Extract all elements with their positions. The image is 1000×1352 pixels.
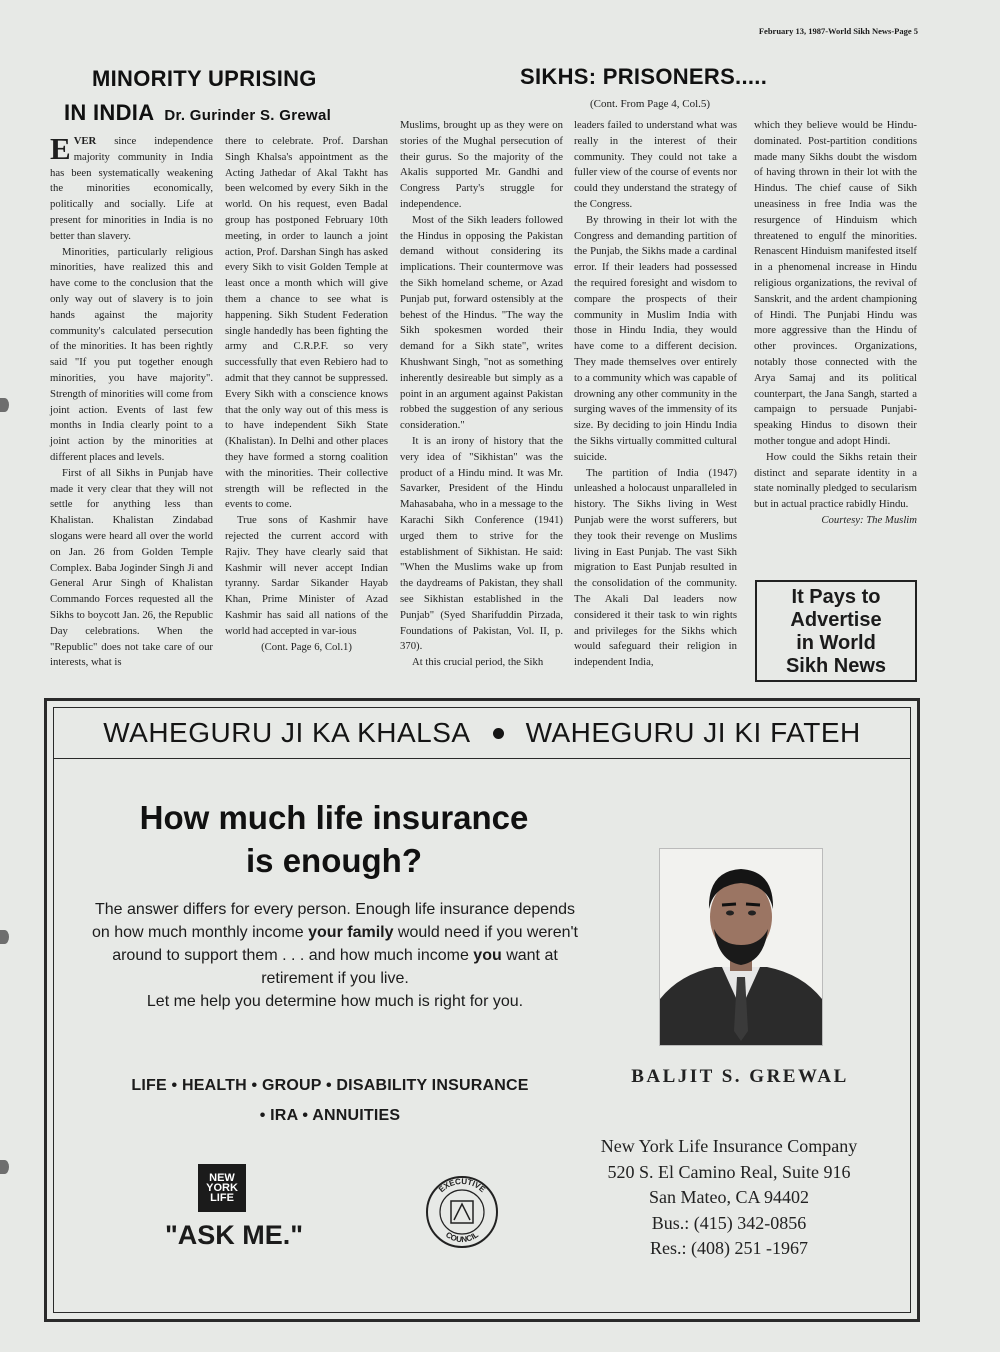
ad-body-emphasis: your family bbox=[308, 924, 394, 941]
byline: Dr. Gurinder S. Grewal bbox=[164, 107, 332, 124]
lead-paragraph bbox=[50, 131, 213, 245]
ad-headline-line1: How much life insurance bbox=[139, 799, 529, 836]
paragraph: True sons of Kashmir have rejected the current accord with Rajiv. They have clearly said that Kashmir will never accept Indian tyranny. Sardar Sikander Hayab Khan, Prime Minister of Azad Kashmir has said all nations of the world had accepted in var-ious bbox=[225, 514, 388, 637]
ad-product-list bbox=[90, 1071, 570, 1131]
article-column-5 bbox=[754, 118, 917, 529]
ad-body-emphasis: you bbox=[473, 947, 502, 964]
business-phone: Bus.: (415) 342-0856 bbox=[651, 1212, 807, 1233]
promo-line: Advertise bbox=[790, 609, 882, 631]
promo-line: It Pays to bbox=[791, 586, 881, 608]
banner-right: WAHEGURU JI KI FATEH bbox=[525, 717, 861, 748]
ad-body-text: want at retirement if you live. bbox=[261, 947, 558, 987]
paragraph: Muslims, brought up as they were on stories of the Mughal persecution of their gurus. So the majority of the Akalis supported Mr. Gandhi and Congress Party's struggle for independence. bbox=[400, 119, 563, 210]
bullet-icon bbox=[493, 728, 504, 739]
paragraph: there to celebrate. Prof. Darshan Singh Khalsa's appointment as the Acting Jathedar of Akal Takht has been welcomed by every Sikh in the world. On his request, even Badal group has postponed February 10th meeting, in order to launch a joint action, Prof. Darshan Singh has asked every Sikh to visit Golden Temple at least once a month which will give them a chance to see what is happening. Sikh Student Federation single handedly has been fighting the army and C.R.P.F. so very successfully that even Rebiero had to admit that they cannot be suppressed. Every Sikh with a conscience knows that the only way out of this mess is to have independent Sikh State (Khalistan). In Delhi and other places they have formed a storng coalition with the minorities. Their collective strength will be reflected in the events to come. bbox=[225, 135, 388, 511]
logo-line: LIFE bbox=[210, 1192, 234, 1204]
article-column-4 bbox=[574, 118, 737, 671]
ad-body-text: would need if you weren't around to support them . . . and how much income bbox=[112, 924, 578, 964]
ad-inner-frame bbox=[53, 707, 911, 1313]
punch-hole bbox=[0, 398, 9, 412]
article-column-1 bbox=[50, 131, 213, 671]
continued-from-note: (Cont. From Page 4, Col.5) bbox=[590, 98, 711, 110]
company-address: 520 S. El Camino Real, Suite 916 bbox=[607, 1161, 851, 1182]
banner-left: WAHEGURU JI KA KHALSA bbox=[103, 717, 471, 748]
agent-portrait-photo bbox=[659, 848, 823, 1046]
ad-slogan: "ASK ME." bbox=[164, 1220, 304, 1250]
punch-hole bbox=[0, 930, 9, 944]
insurance-advertisement bbox=[44, 698, 920, 1322]
paragraph: By throwing in their lot with the Congress and demanding partition of the Punjab, the Sikhs made a cardinal error. If their leaders had possessed the required foresight and wisdom to compare the prospects of their community in Muslim India with those in Hindu India, they would have come to a different decision. They made themselves over entirely to a community which was capable of drowning any other community in the surging waves of the immensity of its size. By deciding to join Hindu India the Sikhs virtually committed cultural suicide. bbox=[574, 213, 737, 463]
paragraph: First of all Sikhs in Punjab have made it very clear that they will not settle for anything less than Khalistan. Khalistan Zindabad slogans were heard all over the world on Jan. 26 from Golden Temple Complex. Baba Joginder Singh Ji and General Arur Singh of Khalistan Commando Forces requested all the Sikhs to boycott Jan. 26, the Republic Day celebrations. When the "Republic" does not take care of our interests, what is bbox=[50, 466, 213, 669]
paragraph: How could the Sikhs retain their distinct and separate identity in a state nominally pledged to secularism but in actual practice rabidly Hindu. bbox=[754, 450, 917, 511]
article-title-line2-text: IN INDIA bbox=[64, 100, 155, 125]
article-column-2 bbox=[225, 134, 388, 655]
ad-body-help: Let me help you determine how much is right for you. bbox=[146, 993, 524, 1010]
article-title: SIKHS: PRISONERS..... bbox=[520, 64, 768, 89]
executive-council-seal-icon bbox=[424, 1174, 500, 1250]
drop-cap: E bbox=[50, 131, 71, 166]
residence-phone: Res.: (408) 251 -1967 bbox=[650, 1238, 808, 1258]
ad-banner bbox=[54, 708, 910, 759]
logo-line: NEW bbox=[209, 1172, 235, 1184]
company-name: New York Life Insurance Company bbox=[600, 1136, 858, 1156]
company-contact-info bbox=[564, 1134, 894, 1262]
promo-line: in World bbox=[796, 632, 876, 654]
paragraph: It is an irony of history that the very idea of "Sikhistan" was the product of a Hindu mind. It was Mr. Savarker, President of the Hindu Mahasabaha, who in a message to the Karachi Sikh Conference (1941) urged them to strive for the establishment of Sikhistan. He said: "When the Muslims wake up from the daydreams of Pakistan, they shall see Sikhistan established in the Punjab" (Syed Sharifuddin Pirzada, Foundations of Pakistan, Vol. II, p. 370). bbox=[400, 434, 563, 653]
advertise-promo-box bbox=[755, 580, 917, 682]
article-title-line2 bbox=[64, 100, 331, 126]
promo-line: Sikh News bbox=[785, 655, 887, 677]
product-line: LIFE • HEALTH • GROUP • DISABILITY INSURANCE bbox=[131, 1077, 529, 1094]
seal-text-bottom: COUNCIL bbox=[443, 1230, 481, 1245]
agent-name: BALJIT S. GREWAL bbox=[631, 1066, 849, 1087]
ad-headline-line2: is enough? bbox=[246, 842, 422, 879]
paragraph: which they believe would be Hindu-dominated. Post-partition conditions made many Sikhs doubt the wisdom of having thrown in their lot with the Hindus. The chief cause of Sikh uneasiness in free India was the resurgence of Hinduism which threatened to engulf the minorities. Renascent Hinduism manifested itself in a phenomenal increase in Hindu religious organizations, the revival of Sanskrit, and the ardent championing of Hindi. The Punjabi Hindu was more aggressive than the Hindu of other provinces. Organizations, notably those connected with the Arya Samaj and its political counterpart, the Jana Sangh, started a campaign to persuade Punjabi-speaking Hindus to disown their mother tongue and adopt Hindi. bbox=[754, 119, 917, 447]
paragraph: Most of the Sikh leaders followed the Hindus in opposing the Pakistan demand without considering its implications. Their countermove was the Sikh homeland scheme, or Azad Punjab put, forward ostensibly at the behest of the Hindus. "The way the Sikh spokesmen worded their demand for a Sikh state", writes Khushwant Singh, "not as something inherently desireable but simply as a point in an argument against Pakistan robbed the suggestion of any serious consideration." bbox=[400, 213, 563, 432]
page-folio: February 13, 1987-World Sikh News-Page 5 bbox=[758, 26, 918, 36]
paragraph: leaders failed to understand what was really in the interest of their community. They could not take a fuller view of the course of events nor could they understand the strategy of the Congress. bbox=[574, 119, 737, 210]
lead-caps: VER bbox=[73, 135, 97, 147]
logo-line: YORK bbox=[206, 1182, 238, 1194]
paragraph: since independence majority community in India has been systematically weakening the minorities economically, politically and socially. Life at present for minorities in India is no better than slavery. bbox=[50, 135, 213, 242]
article-column-3 bbox=[400, 118, 563, 671]
paragraph: Minorities, particularly religious minorities, have realized this and have come to the conclusion that the only way out of slavery is to join hands against the majority community's calculated persecution of the minorities. It has been rightly said "If you put together enough minorities, you have majority". Strength of minorities will come from joint action. Events of last few months in India clearly point to a joint action by the minorities at different places and levels. bbox=[50, 245, 213, 463]
courtesy-credit: Courtesy: The Muslim bbox=[821, 513, 917, 526]
ad-body-text: The answer differs for every person. Enough life insurance depends on how much monthly income bbox=[92, 901, 575, 941]
article-title-line1: MINORITY UPRISING bbox=[92, 66, 317, 91]
seal-text-top: EXECUTIVE bbox=[437, 1176, 487, 1195]
new-york-life-logo bbox=[198, 1164, 246, 1212]
paragraph: At this crucial period, the Sikh bbox=[412, 656, 544, 669]
ad-body bbox=[84, 898, 586, 1013]
company-city: San Mateo, CA 94402 bbox=[649, 1187, 809, 1207]
ad-headline bbox=[114, 796, 554, 882]
paragraph: The partition of India (1947) unleashed a holocaust unparalleled in history. The Sikhs living in West Punjab were the worst sufferers, but they took their revenge on Muslims living in East Punjab. The vast Sikh migration to East Punjab resulted in the consolidation of the community. The Akali Dal leaders now considered it their task to win rights and privileges for the Sikhs which would safeguard their religion in independent India, bbox=[574, 466, 737, 669]
punch-hole bbox=[0, 1160, 9, 1174]
continued-note: (Cont. Page 6, Col.1) bbox=[261, 640, 352, 653]
product-line: • IRA • ANNUITIES bbox=[259, 1107, 401, 1124]
